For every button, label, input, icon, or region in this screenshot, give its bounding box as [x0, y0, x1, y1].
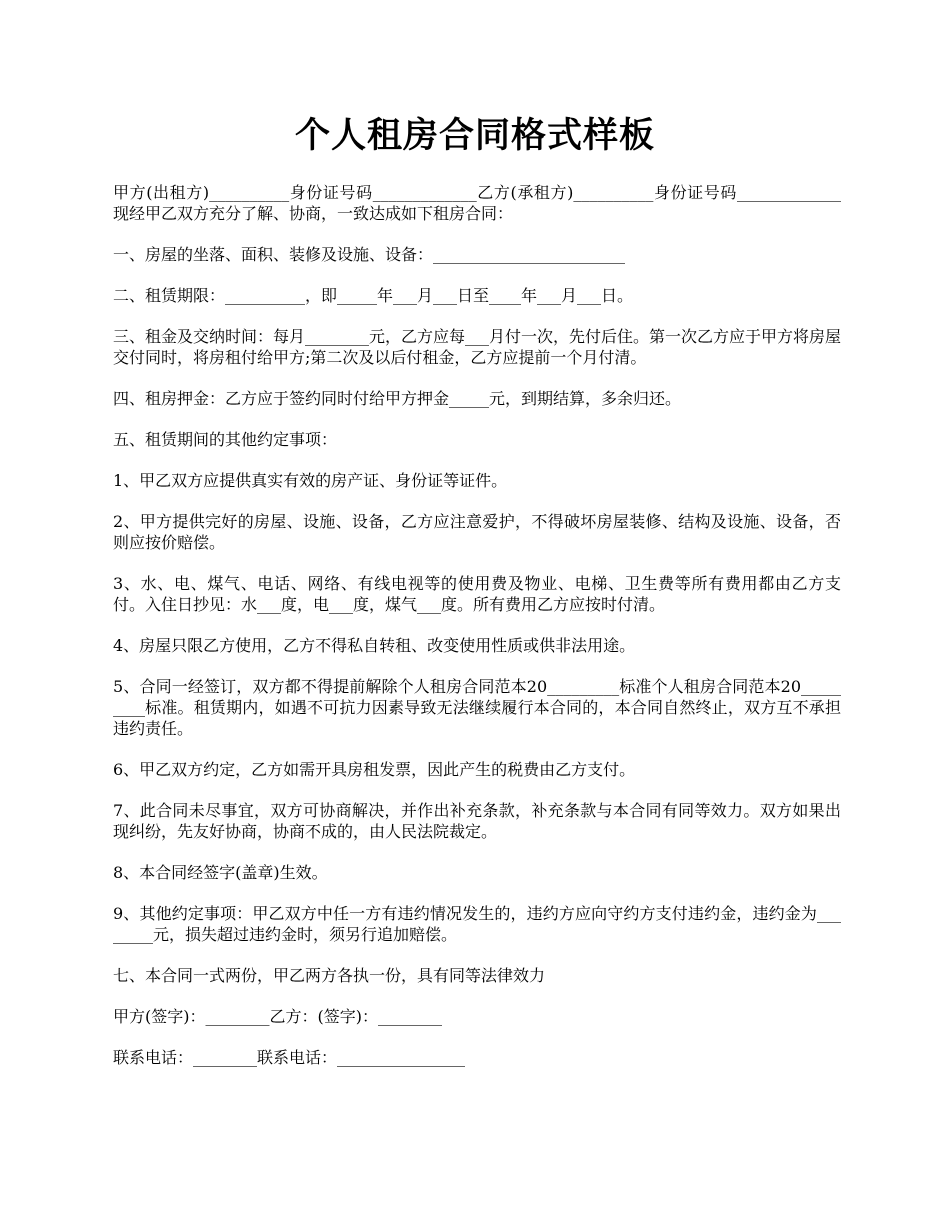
clause-9: 9、其他约定事项：甲乙双方中任一方有违约情况发生的，违约方应向守约方支付违约金，违约金为________元，损失超过违约金时，须另行追加赔偿。 [113, 904, 841, 944]
paragraph-lease-term: 二、租赁期限：__________，即_____年___月___日至____年___月___日。 [113, 286, 634, 305]
paragraph-copies: 七、本合同一式两份，甲乙两方各执一份，具有同等法律效力 [113, 966, 546, 985]
paragraph-deposit: 四、租房押金：乙方应于签约同时付给甲方押金_____元，到期结算，多余归还。 [113, 389, 682, 408]
paragraph-rent-payment: 三、租金及交纳时间：每月________元，乙方应每___月付一次，先付后住。第一次乙方应于甲方将房屋交付同时，将房租付给甲方;第二次及以后付租金，乙方应提前一个月付清。 [113, 327, 842, 367]
paragraph-other-terms-heading: 五、租赁期间的其他约定事项： [113, 430, 338, 449]
clause-8: 8、本合同经签字(盖章)生效。 [113, 863, 328, 882]
phone-line: 联系电话：________联系电话：________________ [113, 1048, 466, 1067]
clause-6: 6、甲乙双方约定，乙方如需开具房租发票，因此产生的税费由乙方支付。 [113, 760, 636, 779]
clause-2: 2、甲方提供完好的房屋、设施、设备，乙方应注意爱护，不得破坏房屋装修、结构及设施、设备，否则应按价赔偿。 [113, 512, 841, 552]
document-body [113, 182, 841, 1068]
clause-7: 7、此合同未尽事宜，双方可协商解决，并作出补充条款，补充条款与本合同有同等效力。双方如果出现纠纷，先友好协商，协商不成的，由人民法院裁定。 [113, 801, 841, 841]
clause-5: 5、合同一经签订，双方都不得提前解除个人租房合同范本20_________标准个人租房合同范本20_________标准。租赁期内，如遇不可抗力因素导致无法继续履行本合同的，本合同自然终止，双方互不承担违约责任。 [113, 677, 841, 738]
paragraph-house-location: 一、房屋的坐落、面积、装修及设施、设备：________________________ [113, 245, 626, 264]
clause-4: 4、房屋只限乙方使用，乙方不得私自转租、改变使用性质或供非法用途。 [113, 636, 636, 655]
paragraph-parties: 甲方(出租方)__________身份证号码_____________乙方(承租方)__________身份证号码_____________现经甲乙双方充分了解、协商，一致达成如下租房合同： [113, 183, 841, 223]
signature-line: 甲方(签字)：________乙方：(签字)：________ [113, 1007, 442, 1026]
document-title: 个人租房合同格式样板 [294, 115, 655, 156]
clause-3: 3、水、电、煤气、电话、网络、有线电视等的使用费及物业、电梯、卫生费等所有费用都由乙方支付。入住日抄见：水___度，电___度，煤气___度。所有费用乙方应按时付清。 [113, 574, 841, 614]
clause-1: 1、甲乙双方应提供真实有效的房产证、身份证等证件。 [113, 471, 508, 490]
